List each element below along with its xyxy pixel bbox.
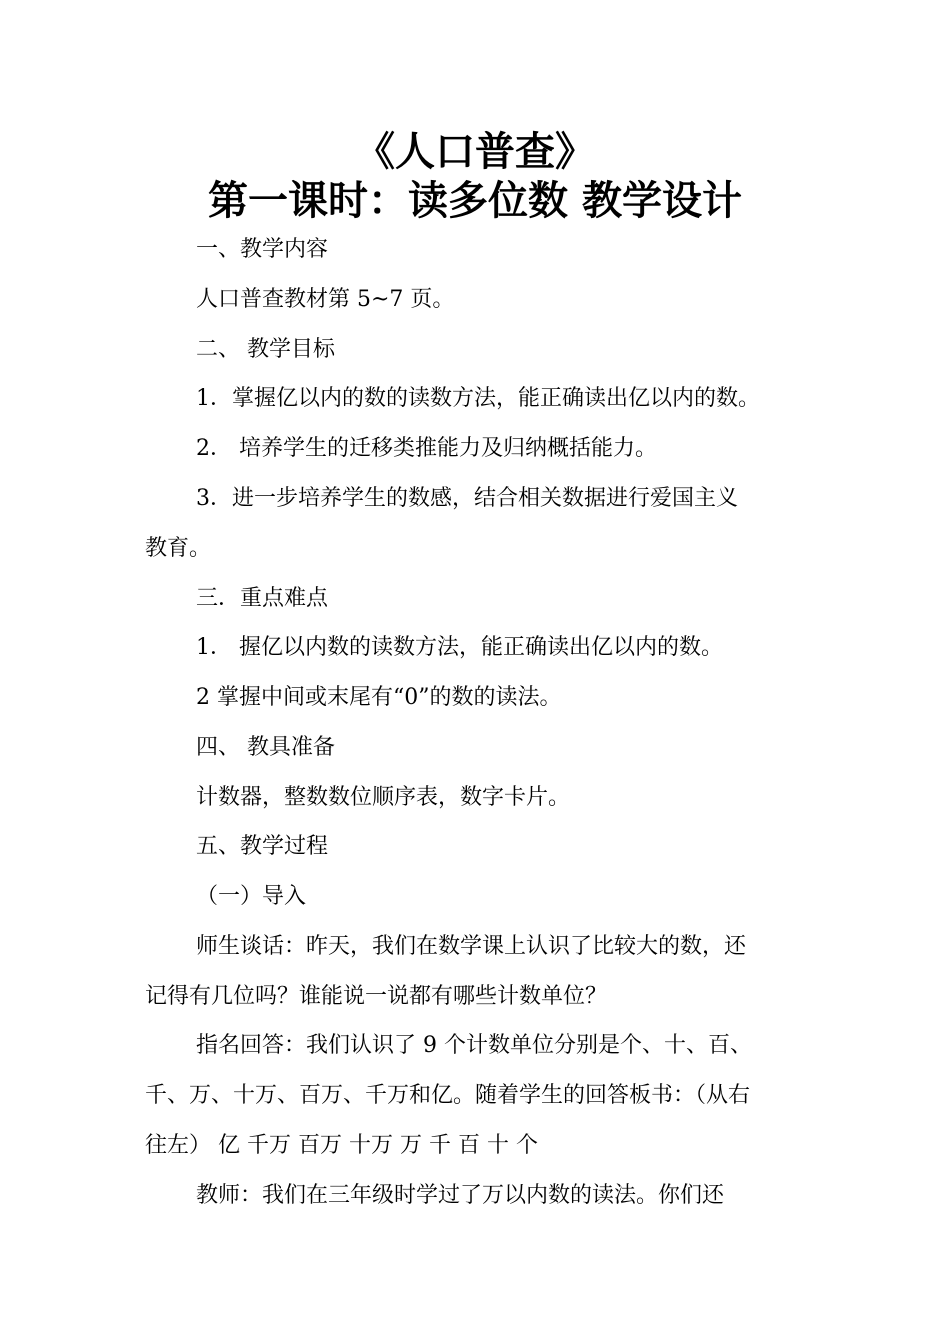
- document-title: 《人口普查》: [355, 128, 595, 175]
- paragraph-line: 2 掌握中间或末尾有“0”的数的读法。: [196, 685, 562, 710]
- paragraph-line: 千、万、十万、百万、千万和亿。随着学生的回答板书：（从右: [145, 1083, 751, 1108]
- paragraph-line: 记得有几位吗？谁能说一说都有哪些计数单位？: [145, 984, 608, 1009]
- section-heading-process: 五、教学过程: [196, 834, 329, 859]
- section-heading-content: 一、教学内容: [196, 237, 329, 262]
- paragraph-line: 教育。: [145, 536, 212, 561]
- paragraph-line: 2． 培养学生的迁移类推能力及归纳概括能力。: [196, 436, 657, 461]
- section-heading-goals: 二、 教学目标: [196, 337, 335, 362]
- paragraph-line: 往左） 亿 千万 百万 十万 万 千 百 十 个: [145, 1133, 538, 1158]
- paragraph-line: 1． 握亿以内数的读数方法，能正确读出亿以内的数。: [196, 635, 723, 660]
- paragraph-line: 师生谈话：昨天，我们在数学课上认识了比较大的数，还: [196, 934, 747, 959]
- subsection-heading-intro: （一）导入: [196, 884, 307, 909]
- paragraph-line: 3．进一步培养学生的数感，结合相关数据进行爱国主义: [196, 486, 738, 511]
- paragraph-line: 计数器，整数数位顺序表，数字卡片。: [196, 785, 571, 810]
- paragraph-line: 教师：我们在三年级时学过了万以内数的读法。你们还: [196, 1183, 725, 1208]
- section-heading-key-points: 三．重点难点: [196, 586, 329, 611]
- section-heading-materials: 四、 教具准备: [196, 735, 335, 760]
- paragraph-line: 1．掌握亿以内的数的读数方法，能正确读出亿以内的数。: [196, 386, 760, 411]
- document-subtitle: 第一课时：读多位数 教学设计: [208, 177, 742, 224]
- paragraph-line: 指名回答：我们认识了 9 个计数单位分别是个、十、百、: [196, 1033, 752, 1058]
- paragraph-line: 人口普查教材第 5~7 页。: [196, 287, 455, 312]
